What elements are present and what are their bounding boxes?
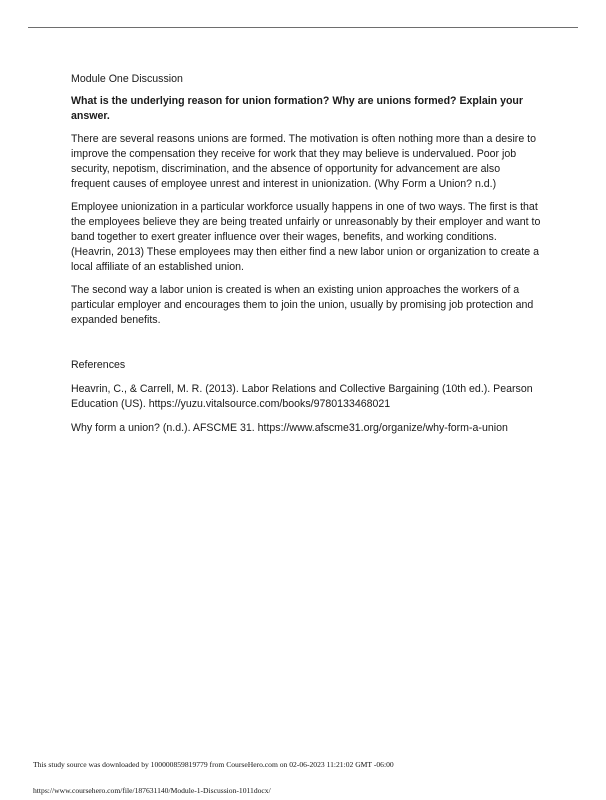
- paragraph-reasons: There are several reasons unions are formed. The motivation is often nothing more than a desire to improve the compensation they receive for work that they may believe is undervalued. Poor job security, nepotism, discrimination, and the absence of opportunity for advancement are also frequent causes of employee unrest and interest in unionization. (Why Form a Union? n.d.): [71, 133, 537, 190]
- reference-item: Heavrin, C., & Carrell, M. R. (2013). Labor Relations and Collective Bargaining (10th ed.). Pearson Education (US). https://yuzu.vitalsource.com/books/9780133468021: [71, 383, 533, 410]
- paragraph-first-way: Employee unionization in a particular workforce usually happens in one of two ways. The first is that the employees believe they are being treated unfairly or unreasonably by their employer and want to band together to exert greater influence over their wages, benefits, and working conditions. (Heavrin, 2013) These employees may then either find a new labor union or organization to create a local affiliate of an established union.: [71, 201, 541, 273]
- download-source-note: This study source was downloaded by 100000859819779 from CourseHero.com on 02-06-2023 11:21:02 GMT -06:00: [33, 760, 394, 769]
- source-url: https://www.coursehero.com/file/187631140/Module-1-Discussion-1011docx/: [33, 786, 271, 795]
- document-heading: Module One Discussion: [71, 73, 183, 85]
- discussion-question: What is the underlying reason for union formation? Why are unions formed? Explain your answer.: [71, 95, 524, 122]
- reference-item: Why form a union? (n.d.). AFSCME 31. https://www.afscme31.org/organize/why-form-a-union: [71, 422, 508, 434]
- document-body: [71, 72, 541, 445]
- references-heading: References: [71, 359, 126, 371]
- paragraph-second-way: The second way a labor union is created is when an existing union approaches the workers of a particular employer and encourages them to join the union, usually by promising job protection and expanded benefits.: [71, 284, 534, 326]
- header-divider: [28, 27, 578, 28]
